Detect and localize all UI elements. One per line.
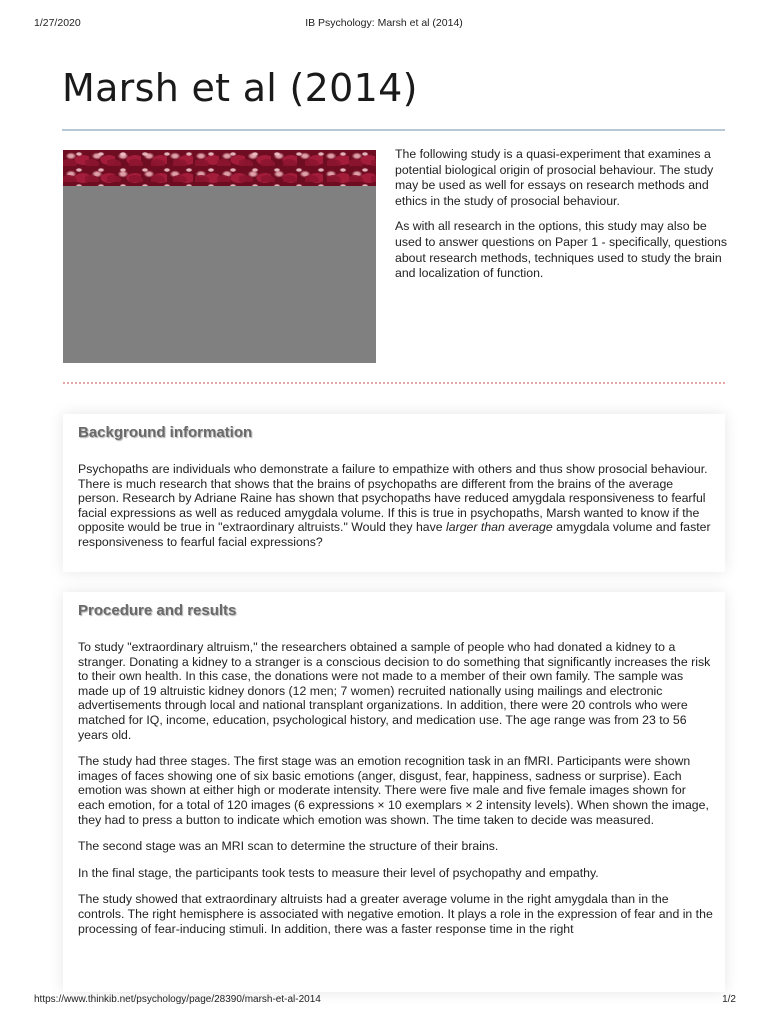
page-title: Marsh et al (2014) (62, 66, 418, 110)
procedure-paragraph: The study showed that extraordinary altruists had a greater average volume in the right amygdala than in the controls. The right hemisphere is associated with negative emotion. It plays a role in the expression of fear and in the processing of fear-inducing stimuli. In addition, there was a faster response time in the right (78, 892, 713, 936)
beans-photo-strip (63, 150, 376, 186)
section-divider (63, 382, 725, 384)
procedure-body (78, 640, 713, 948)
intro-paragraph-1: The following study is a quasi-experiment that examines a potential biological origin of prosocial behaviour. The study may be used as well for essays on research methods and ethics in the study of prosocial behaviour. (395, 147, 714, 208)
procedure-paragraph: The second stage was an MRI scan to determine the structure of their brains. (78, 839, 499, 854)
background-paragraph (78, 462, 713, 550)
kidney-beans-image (63, 150, 376, 363)
procedure-paragraph: To study "extraordinary altruism," the researchers obtained a sample of people who had donated a kidney to a stranger. Donating a kidney to a stranger is a conscious decision to do something that significantly increases the risk to their own health. In this case, the donations were not made to a member of their own family. The sample was made up of 19 altruistic kidney donors (12 men; 7 women) recruited nationally using mailings and electronic advertisements through local and national transplant organizations. In addition, there were 20 controls who were matched for IQ, income, education, psychological history, and medication use. The age range was from 23 to 56 years old. (78, 640, 711, 742)
background-heading: Background information (78, 424, 253, 441)
intro-paragraph-2: As with all research in the options, this study may also be used to answer questions on Paper 1 - specifically, questions about research methods, techniques used to study the brain and localization of function. (395, 219, 727, 281)
print-document-title: IB Psychology: Marsh et al (2014) (305, 17, 463, 29)
intro-text (395, 147, 728, 292)
procedure-heading: Procedure and results (78, 602, 237, 619)
print-page-number: 1/2 (722, 994, 736, 1005)
print-date: 1/27/2020 (34, 17, 81, 29)
background-body (78, 462, 713, 562)
title-divider (62, 129, 725, 131)
procedure-section (63, 592, 725, 992)
background-text-start: Psychopaths are individuals who demonstrate a failure to empathize with others and thus show prosocial behaviour. There is much research that shows that the brains of psychopaths are different from the brains of the average person. Research by Adriane Raine has shown that psychopaths have reduced amygdala responsiveness to fearful facial expressions as well as reduced amygdala volume. If this is true in psychopaths, Marsh wanted to know if the opposite would be true in "extraordinary altruists." Would they have (78, 462, 708, 535)
background-section (63, 414, 725, 572)
background-text-end: amygdala volume and faster responsiveness to fearful facial expressions? (78, 520, 711, 549)
background-emphasis: larger than average (446, 520, 553, 535)
print-url: https://www.thinkib.net/psychology/page/28390/marsh-et-al-2014 (34, 994, 321, 1005)
procedure-paragraph: The study had three stages. The first stage was an emotion recognition task in an fMRI. Participants were shown images of faces showing one of six basic emotions (anger, disgust, fear, happiness, sadness or surprise). Each emotion was shown at either high or moderate intensity. There were five male and five female images shown for each emotion, for a total of 120 images (6 expressions × 10 exemplars × 2 intensity levels). When shown the image, they had to press a button to indicate which emotion was shown. The time taken to decide was measured. (78, 754, 709, 827)
procedure-paragraph: In the final stage, the participants took tests to measure their level of psychopathy and empathy. (78, 865, 599, 880)
